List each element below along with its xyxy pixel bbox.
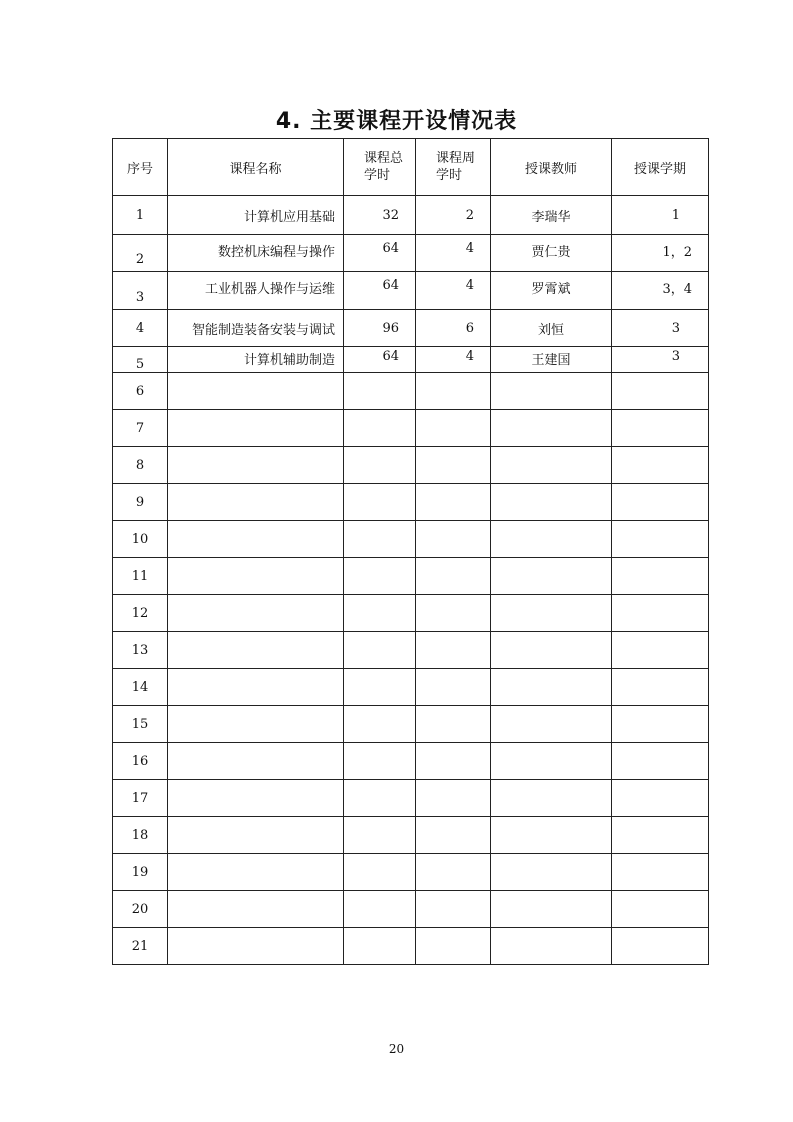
table-row [113, 817, 709, 854]
weekly-hours-cell [416, 817, 491, 854]
weekly-hours-cell: 4 [416, 272, 491, 310]
teacher-cell [491, 706, 612, 743]
teacher-cell [491, 817, 612, 854]
header-course-name: 课程名称 [168, 139, 344, 196]
total-hours-cell: 32 [344, 196, 416, 235]
row-index: 5 [113, 347, 168, 373]
row-index: 16 [113, 743, 168, 780]
course-name-cell: 计算机应用基础 [168, 196, 344, 235]
weekly-hours-cell: 4 [416, 235, 491, 272]
course-name-cell [168, 484, 344, 521]
total-hours-cell [344, 669, 416, 706]
course-name-cell [168, 669, 344, 706]
weekly-hours-cell: 4 [416, 347, 491, 373]
total-hours-cell [344, 558, 416, 595]
table-row [113, 928, 709, 965]
term-cell [612, 817, 709, 854]
teacher-cell [491, 521, 612, 558]
table-row [113, 706, 709, 743]
total-hours-cell: 96 [344, 310, 416, 347]
course-name-cell [168, 595, 344, 632]
table-row [113, 484, 709, 521]
term-cell: 3 [612, 347, 709, 373]
header-index: 序号 [113, 139, 168, 196]
course-name-cell [168, 817, 344, 854]
course-name-cell [168, 632, 344, 669]
row-index: 13 [113, 632, 168, 669]
teacher-cell: 刘恒 [491, 310, 612, 347]
row-index: 15 [113, 706, 168, 743]
teacher-cell [491, 854, 612, 891]
header-term: 授课学期 [612, 139, 709, 196]
table-body [113, 196, 709, 965]
teacher-cell [491, 928, 612, 965]
teacher-cell [491, 632, 612, 669]
table-row [113, 373, 709, 410]
row-index: 17 [113, 780, 168, 817]
course-name-cell [168, 447, 344, 484]
header-weekly-hours-line1: 课程周 [436, 151, 476, 166]
total-hours-cell [344, 891, 416, 928]
weekly-hours-cell [416, 373, 491, 410]
course-name-cell: 数控机床编程与操作 [168, 235, 344, 272]
row-index: 20 [113, 891, 168, 928]
teacher-cell [491, 484, 612, 521]
weekly-hours-cell: 6 [416, 310, 491, 347]
weekly-hours-cell [416, 669, 491, 706]
table-header-row [113, 139, 709, 196]
teacher-cell [491, 410, 612, 447]
teacher-cell: 罗霄斌 [491, 272, 612, 310]
term-cell [612, 447, 709, 484]
course-name-cell: 工业机器人操作与运维 [168, 272, 344, 310]
table-row [113, 347, 709, 373]
table-row [113, 521, 709, 558]
row-index: 9 [113, 484, 168, 521]
term-cell [612, 373, 709, 410]
weekly-hours-cell [416, 743, 491, 780]
teacher-cell [491, 558, 612, 595]
course-name-cell [168, 706, 344, 743]
page-number: 20 [388, 1042, 405, 1056]
teacher-cell [491, 373, 612, 410]
term-cell [612, 632, 709, 669]
row-index: 19 [113, 854, 168, 891]
term-cell [612, 410, 709, 447]
weekly-hours-cell [416, 706, 491, 743]
total-hours-cell [344, 854, 416, 891]
row-index: 14 [113, 669, 168, 706]
term-cell [612, 595, 709, 632]
term-cell: 1 [612, 196, 709, 235]
table-row [113, 854, 709, 891]
table-row [113, 310, 709, 347]
total-hours-cell [344, 632, 416, 669]
weekly-hours-cell: 2 [416, 196, 491, 235]
table-row [113, 558, 709, 595]
weekly-hours-cell [416, 780, 491, 817]
row-index: 11 [113, 558, 168, 595]
weekly-hours-cell [416, 447, 491, 484]
weekly-hours-cell [416, 521, 491, 558]
table-row [113, 669, 709, 706]
course-name-cell [168, 558, 344, 595]
course-name-cell [168, 743, 344, 780]
term-cell [612, 706, 709, 743]
row-index: 7 [113, 410, 168, 447]
row-index: 12 [113, 595, 168, 632]
total-hours-cell [344, 817, 416, 854]
term-cell [612, 928, 709, 965]
header-total-hours [344, 139, 416, 196]
header-weekly-hours-line2: 学时 [436, 168, 463, 183]
weekly-hours-cell [416, 632, 491, 669]
weekly-hours-cell [416, 558, 491, 595]
term-cell [612, 891, 709, 928]
teacher-cell [491, 595, 612, 632]
course-name-cell [168, 780, 344, 817]
course-name-cell: 智能制造装备安装与调试 [168, 310, 344, 347]
course-name-cell [168, 521, 344, 558]
weekly-hours-cell [416, 484, 491, 521]
total-hours-cell [344, 743, 416, 780]
header-total-hours-line2: 学时 [364, 168, 391, 183]
teacher-cell [491, 669, 612, 706]
row-index: 6 [113, 373, 168, 410]
course-name-cell [168, 410, 344, 447]
teacher-cell [491, 743, 612, 780]
row-index: 4 [113, 310, 168, 347]
weekly-hours-cell [416, 891, 491, 928]
term-cell: 3 [612, 310, 709, 347]
term-cell [612, 669, 709, 706]
row-index: 3 [113, 272, 168, 310]
weekly-hours-cell [416, 410, 491, 447]
row-index: 10 [113, 521, 168, 558]
term-cell [612, 558, 709, 595]
teacher-cell [491, 780, 612, 817]
row-index: 8 [113, 447, 168, 484]
teacher-cell [491, 447, 612, 484]
total-hours-cell: 64 [344, 235, 416, 272]
teacher-cell: 王建国 [491, 347, 612, 373]
row-index: 2 [113, 235, 168, 272]
total-hours-cell [344, 484, 416, 521]
row-index: 1 [113, 196, 168, 235]
total-hours-cell [344, 373, 416, 410]
term-cell [612, 854, 709, 891]
total-hours-cell [344, 521, 416, 558]
weekly-hours-cell [416, 928, 491, 965]
row-index: 21 [113, 928, 168, 965]
header-teacher: 授课教师 [491, 139, 612, 196]
weekly-hours-cell [416, 595, 491, 632]
table-row [113, 743, 709, 780]
teacher-cell [491, 891, 612, 928]
course-name-cell [168, 891, 344, 928]
total-hours-cell [344, 706, 416, 743]
table-row [113, 595, 709, 632]
table-row [113, 272, 709, 310]
total-hours-cell [344, 447, 416, 484]
total-hours-cell: 64 [344, 347, 416, 373]
term-cell [612, 484, 709, 521]
table-row [113, 780, 709, 817]
weekly-hours-cell [416, 854, 491, 891]
course-name-cell [168, 854, 344, 891]
course-name-cell [168, 928, 344, 965]
term-cell [612, 743, 709, 780]
table-row [113, 235, 709, 272]
table-row [113, 632, 709, 669]
course-table [112, 138, 709, 965]
course-name-cell [168, 373, 344, 410]
table-row [113, 447, 709, 484]
total-hours-cell [344, 410, 416, 447]
page-title: 4. 主要课程开设情况表 [275, 109, 518, 134]
teacher-cell: 贾仁贵 [491, 235, 612, 272]
row-index: 18 [113, 817, 168, 854]
total-hours-cell: 64 [344, 272, 416, 310]
table-row [113, 410, 709, 447]
header-weekly-hours [416, 139, 491, 196]
term-cell: 1，2 [612, 235, 709, 272]
term-cell [612, 780, 709, 817]
course-name-cell: 计算机辅助制造 [168, 347, 344, 373]
term-cell [612, 521, 709, 558]
teacher-cell: 李瑞华 [491, 196, 612, 235]
total-hours-cell [344, 595, 416, 632]
header-total-hours-line1: 课程总 [364, 151, 404, 166]
term-cell: 3，4 [612, 272, 709, 310]
table-row [113, 196, 709, 235]
total-hours-cell [344, 780, 416, 817]
total-hours-cell [344, 928, 416, 965]
table-row [113, 891, 709, 928]
